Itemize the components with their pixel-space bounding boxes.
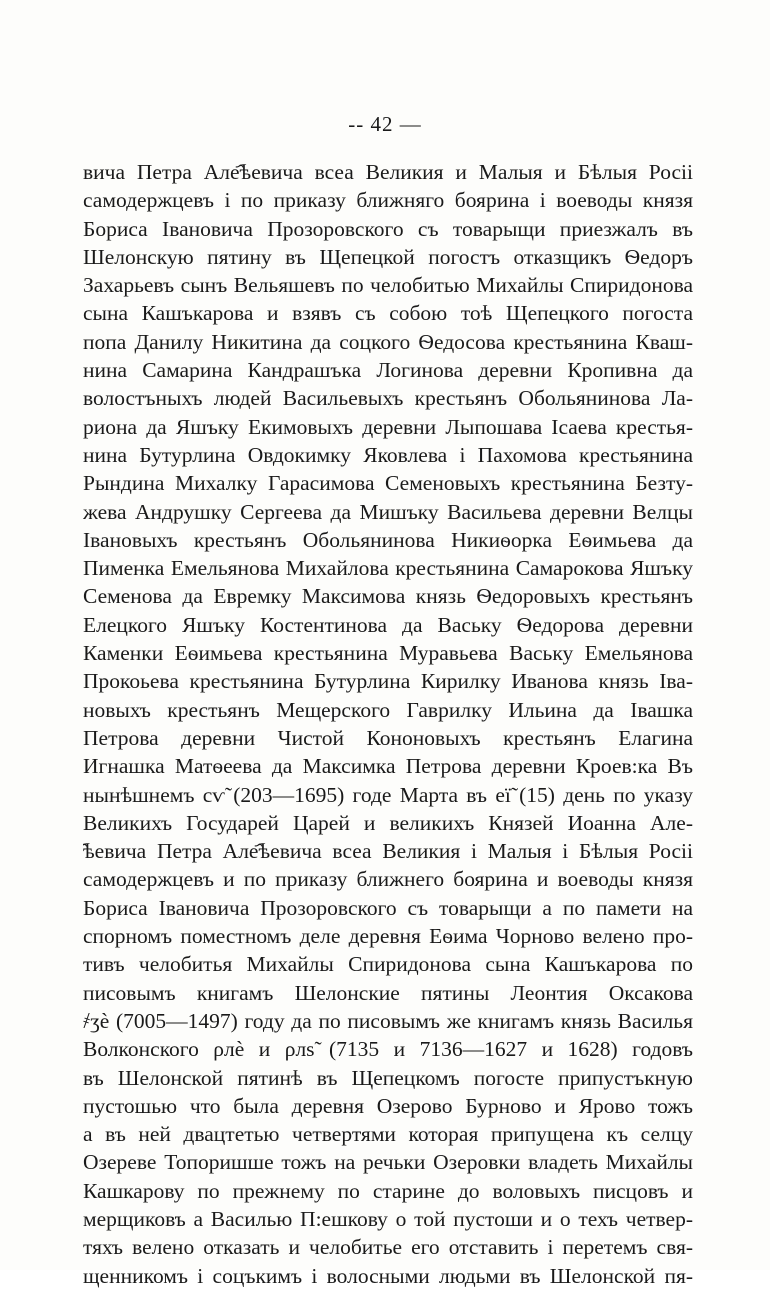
text-line: Елецкого Яшъку Костентинова да Ваську Ѳедорова деревни	[83, 612, 693, 637]
text-line: въ Шелонской пятинѣ въ Щепецкомъ погосте припустъкную	[83, 1065, 693, 1090]
text-line: Игнашка Матѳеева да Максимка Петрова деревни Кроев:ка Въ	[83, 754, 693, 779]
text-line: писовымъ книгамъ Шелонские пятины Леонтия Оксакова	[83, 980, 693, 1005]
text-line: Каменки Еѳимьева крестьянина Муравьева Ваську Емельянова	[83, 641, 693, 666]
text-line: Рындина Михалку Гарасимова Семеновыхъ крестьянина Безту-	[83, 471, 693, 496]
text-line: попа Данилу Никитина да соцкого Ѳедосова крестьянина Кваш-	[83, 329, 693, 354]
text-line: Івановыхъ крестьянъ Обольянинова Никиѳорка Еѳимьева да	[83, 527, 693, 552]
text-line: самодержцевъ і по приказу ближняго боярина і воеводы князя	[83, 188, 693, 213]
text-line: спорномъ поместномъ деле деревня Еѳима Чорново велено про-	[83, 924, 693, 949]
text-line: Прокоьева крестьянина Бутурлина Кирилку Иванова князь Іва-	[83, 669, 693, 694]
text-line: Великихъ Государей Царей и великихъ Князей Иоанна Але-	[83, 810, 693, 835]
text-line: Озереве Топоришше тожъ на речьки Озеровки владеть Михайлы	[83, 1150, 693, 1175]
text-line: Волконского ρлѐ и ρлѕ̃ (7135 и 7136—1627 и 1628) годовъ	[83, 1037, 693, 1062]
text-line: риона да Яшъку Екимовыхъ деревни Лыпошава Ісаева крестья-	[83, 414, 693, 439]
text-line: пустошью что была деревня Озерово Бурново и Ярово тожъ	[83, 1093, 693, 1118]
text-line: нина Бутурлина Овдокимку Яковлева і Пахомова крестьянина	[83, 442, 693, 467]
text-line: вича Петра Але҄ѣевича всеа Великия и Малыя и Бѣлыя Росіі	[83, 160, 693, 184]
text-line: нина Самарина Кандрашъка Логинова деревни Кропивна да	[83, 358, 693, 383]
text-line: Пименка Емельянова Михайлова крестьянина Самарокова Яшъку	[83, 556, 693, 581]
text-line: Бориса Івановича Прозоровского съ товарыщи приезжалъ въ	[83, 216, 693, 241]
text-line: тивъ челобитья Михайлы Спиридонова сына Кашъкарова по	[83, 952, 693, 977]
text-line: волостъныхъ людей Васильевыхъ крестьянъ Обольянинова Ла-	[83, 386, 693, 411]
text-line: Захарьевъ сынъ Вельяшевъ по челобитью Михайлы Спиридонова	[83, 273, 693, 298]
text-line: мерщиковъ а Василью П:ешкову о той пустоши и о техъ четвер-	[83, 1206, 693, 1231]
text-line: самодержцевъ и по приказу ближнего боярина и воеводы князя	[83, 867, 693, 892]
text-line: Семенова да Евремку Максимова князь Ѳедоровыхъ крестьянъ	[83, 584, 693, 609]
text-line: ҂ʒѐ (7005—1497) году да по писовымъ же книгамъ князь Василья	[83, 1008, 693, 1033]
text-line: жева Андрушку Сергеева да Мишъку Васильева деревни Велцы	[83, 499, 693, 524]
text-line: а въ ней двацтетью четвертями которая припущена къ селцу	[83, 1122, 693, 1147]
body-text	[83, 158, 693, 1290]
text-line: Петрова деревни Чистой Кононовыхъ крестьянъ Елагина	[83, 725, 693, 750]
text-line: Кашкарову по прежнему по старине до воловыхъ писцовъ и	[83, 1178, 693, 1203]
text-line: ҄ѣевича Петра Але҄ѣевича всеа Великия і Малыя і Бѣлыя Росіі	[83, 839, 693, 864]
text-line: Шелонскую пятину въ Щепецкой погостъ отказщикъ Ѳедоръ	[83, 244, 693, 269]
text-line: щенникомъ і соцъкимъ і волосными людьми въ Шелонской пя-	[83, 1263, 693, 1288]
text-line: тяхъ велено отказать и челобитье его отставить і перетемъ свя-	[83, 1235, 693, 1260]
text-line: нынѣшнемъ сѵ̃ (203—1695) годе Марта въ еї̃ (15) день по указу	[83, 782, 693, 807]
page-number: -- 42 —	[348, 112, 422, 136]
text-line: сына Кашъкарова и взявъ съ собою тоѣ Щепецкого погоста	[83, 301, 693, 326]
text-line: Бориса Івановича Прозоровского съ товарыщи а по памети на	[83, 895, 693, 920]
text-line: новыхъ крестьянъ Мещерского Гаврилку Ильина да Івашка	[83, 697, 693, 722]
